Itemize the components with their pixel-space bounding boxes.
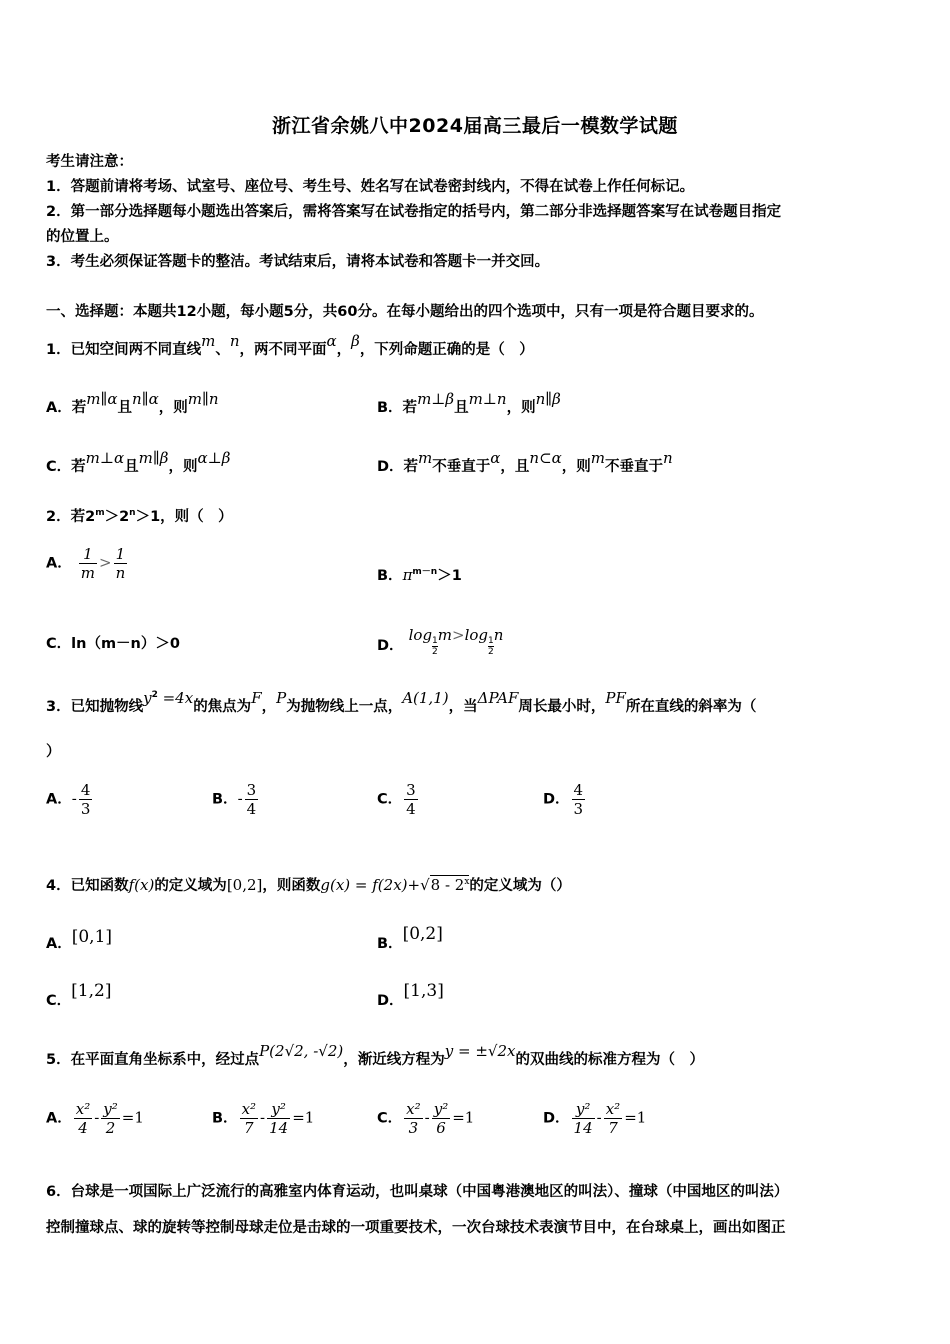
- q2-option-a[interactable]: A． $\frac{1}{m}$ > $\frac{1}{n}$: [46, 545, 126, 582]
- q3-option-a[interactable]: A．- $\frac{4}{3}$: [46, 781, 91, 818]
- q5-option-c[interactable]: C． $\frac{\text{x²}}{3}$ - $\frac{\text{y²}}{6}$ =1: [377, 1100, 475, 1137]
- q2-option-d[interactable]: D． log $\frac{1}{2}$ m>log $\frac{1}{2}$ n: [377, 626, 504, 657]
- question-4-stem: 4．已知函数f(x)的定义域为[0,2]，则函数g(x) = f(2x)+√8 - 2$^x$的定义域为（）: [46, 876, 571, 894]
- notice-item-3: 3．考生必须保证答题卡的整洁。考试结束后，请将本试卷和答题卡一并交回。: [46, 254, 550, 270]
- question-2-stem: 2．若$2^m>2^n>1$，则（ ）: [46, 508, 233, 525]
- section-heading: 一、选择题：本题共12小题，每小题5分，共60分。在每小题给出的四个选项中，只有一项是符合题目要求的。: [46, 304, 764, 320]
- question-6-line-1: 6．台球是一项国际上广泛流行的高雅室内体育运动，也叫桌球（中国粤港澳地区的叫法）、撞球（中国地区的叫法）: [46, 1184, 789, 1200]
- q3-option-b[interactable]: B．- $\frac{3}{4}$: [212, 781, 257, 818]
- q4-option-a[interactable]: A．[0,1]: [46, 927, 113, 952]
- q1-option-c[interactable]: C．若m⊥α且m∥β，则α⊥β: [46, 449, 231, 475]
- notice-item-2b: 的位置上。: [46, 229, 119, 245]
- notice-item-2a: 2．第一部分选择题每小题选出答案后，需将答案写在试卷指定的括号内，第二部分非选择题答案写在试卷题目指定: [46, 204, 782, 220]
- q5-option-a[interactable]: A． $\frac{\text{x²}}{4}$ - $\frac{\text{y²}}{2}$ =1: [46, 1100, 144, 1137]
- page-title: 浙江省余姚八中2024届高三最后一模数学试题: [272, 115, 678, 137]
- q5-option-b[interactable]: B． $\frac{\text{x²}}{7}$ - $\frac{\text{y²}}{14}$ =1: [212, 1100, 315, 1137]
- q4-option-b[interactable]: B．[0,2]: [377, 924, 443, 952]
- q1-option-d[interactable]: D．若m不垂直于α，且n⊂α，则m不垂直于n: [377, 449, 673, 475]
- q3-option-c[interactable]: C． $\frac{3}{4}$: [377, 781, 416, 818]
- notice-heading: 考生请注意：: [46, 154, 133, 170]
- q4-option-c[interactable]: C．[1,2]: [46, 981, 112, 1009]
- question-6-line-2: 控制撞球点、球的旋转等控制母球走位是击球的一项重要技术，一次台球技术表演节目中，在台球桌上，画出如图正: [46, 1220, 786, 1236]
- question-3-stem: 3．已知抛物线$y^2 =4x$的焦点为F，P为抛物线上一点，A(1,1)，当ΔPAF周长最小时，PF所在直线的斜率为（: [46, 688, 757, 715]
- q1-option-a[interactable]: A．若m∥α且n∥α，则m∥n: [46, 390, 219, 416]
- q2-option-c[interactable]: C．ln（m－n）＞0: [46, 636, 180, 652]
- question-3-close: ）: [46, 744, 61, 760]
- q5-option-d[interactable]: D． $\frac{\text{y²}}{14}$ - $\frac{\text{x²}}{7}$ =1: [543, 1100, 647, 1137]
- notice-item-1: 1．答题前请将考场、试室号、座位号、考生号、姓名写在试卷密封线内，不得在试卷上作任何标记。: [46, 179, 695, 195]
- q3-option-d[interactable]: D． $\frac{4}{3}$: [543, 781, 584, 818]
- q1-option-b[interactable]: B．若m⊥β且m⊥n，则n∥β: [377, 390, 561, 416]
- q2-option-b[interactable]: B．$\pi^{m-n}>1$: [377, 565, 462, 584]
- question-5-stem: 5．在平面直角坐标系中，经过点P(2√2, -√2)，渐近线方程为y = ±√2x的双曲线的标准方程为（ ）: [46, 1042, 704, 1068]
- question-1-stem: 1．已知空间两不同直线m、n，两不同平面α，β，下列命题正确的是（ ）: [46, 332, 534, 358]
- q4-option-d[interactable]: D．[1,3]: [377, 981, 444, 1009]
